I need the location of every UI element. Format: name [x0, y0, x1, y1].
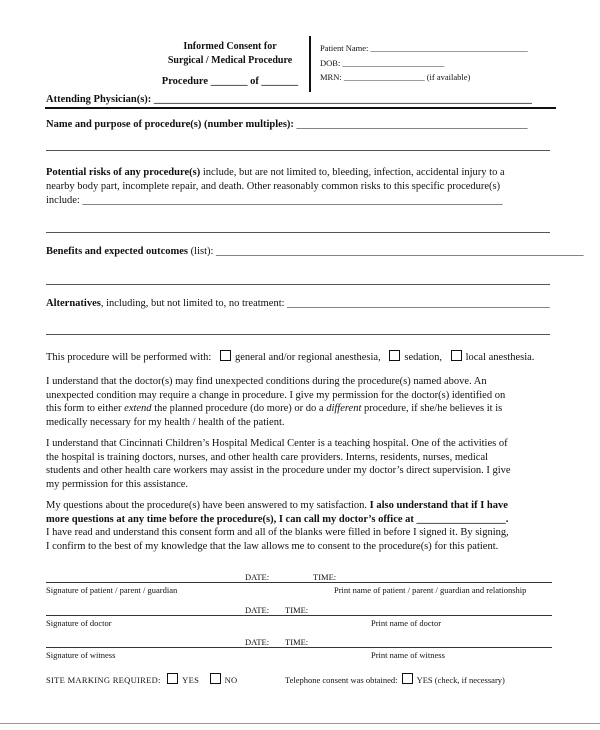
benefits-field[interactable] — [46, 246, 584, 257]
site-marking-no-checkbox[interactable] — [210, 673, 221, 684]
benefits-line-extra[interactable] — [46, 284, 550, 285]
sedation-checkbox[interactable] — [389, 350, 400, 361]
site-marking-yes-label: YES — [182, 675, 200, 685]
risks-text: include, but are not limited to, bleeding, infection, accidental injury to a — [200, 167, 505, 178]
alternatives-field[interactable] — [46, 298, 550, 309]
name-purpose-line-2[interactable] — [46, 150, 550, 151]
name-purpose-field[interactable] — [46, 119, 528, 130]
telephone-consent-yes-label: YES (check, if necessary) — [416, 675, 505, 685]
local-anesthesia-label: local anesthesia. — [465, 352, 535, 363]
para1-line: medically necessary for my health / health of the patient. — [46, 416, 285, 428]
anesthesia-lead: This procedure will be performed with: — [46, 352, 212, 363]
risks-line1 — [46, 167, 505, 178]
anesthesia-row — [46, 350, 534, 363]
mrn-field[interactable]: MRN: ___________________ (if available) — [320, 72, 471, 82]
header-divider — [309, 36, 311, 92]
name-purpose-label: Name and purpose of procedure(s) (number multiples): — [46, 119, 294, 130]
site-marking-row — [46, 673, 237, 685]
doctor-office-phone-field[interactable]: more questions at any time before the procedure(s), I can call my doctor’s office at _________________. — [46, 513, 509, 525]
form-title-line2: Surgical / Medical Procedure — [167, 55, 293, 66]
patient-name-field[interactable]: Patient Name: _____________________________________ — [320, 43, 528, 53]
procedure-count[interactable]: Procedure _______ of _______ — [161, 76, 299, 87]
doctor-signature-label: Signature of doctor — [46, 618, 112, 628]
para2-line: I understand that Cincinnati Children’s Hospital Medical Center is a teaching hospital. One of the activities of — [46, 438, 508, 449]
site-marking-yes-checkbox[interactable] — [167, 673, 178, 684]
witness-signature-line[interactable] — [46, 647, 552, 648]
telephone-consent-checkbox[interactable] — [402, 673, 413, 684]
alternatives-line-extra[interactable] — [46, 334, 550, 335]
general-anesthesia-checkbox[interactable] — [220, 350, 231, 361]
risks-line2: nearby body part, incomplete repair, and death. Other reasonably common risks to this specific procedure(s) — [46, 181, 501, 192]
time-label: TIME: — [313, 572, 337, 582]
header-rule — [45, 107, 556, 109]
general-anesthesia-label: general and/or regional anesthesia, — [234, 352, 381, 363]
alternatives-blank[interactable]: , including, but not limited to, no treatment: __________________________________________________ — [100, 298, 550, 309]
alternatives-label: Alternatives — [46, 298, 101, 309]
form-title-line1: Informed Consent for — [183, 41, 277, 52]
site-marking-label: SITE MARKING REQUIRED: — [46, 675, 161, 685]
para1-line: unexpected condition may require a change in procedure. I give my permission for the doctor(s) identified on — [46, 389, 506, 401]
date-label: DATE: — [245, 605, 270, 615]
doctor-print-name-label: Print name of doctor — [371, 618, 442, 628]
witness-signature-label: Signature of witness — [46, 650, 116, 660]
doctor-signature-line[interactable] — [46, 615, 552, 616]
teaching-hospital-paragraph — [46, 437, 551, 491]
risks-include-field[interactable]: include: ________________________________________________________________________________ — [46, 195, 503, 206]
para2-line: my permission for this assistance. — [46, 478, 189, 490]
risks-line-extra[interactable] — [46, 232, 550, 233]
para3-line: I have read and understand this consent form and all of the blanks were filled in before I signed it. By signing, — [46, 527, 509, 538]
para3-line: I confirm to the best of my knowledge that the law allows me to consent to the procedure(s) for this patient. — [46, 540, 499, 552]
patient-signature-line[interactable] — [46, 582, 552, 583]
patient-signature-label: Signature of patient / parent / guardian — [46, 585, 178, 595]
date-label: DATE: — [245, 572, 270, 582]
benefits-blank[interactable]: (list): ______________________________________________________________________ — [188, 246, 584, 257]
witness-print-name-label: Print name of witness — [371, 650, 445, 660]
para1-line: this form to either extend the planned procedure (do more) or do a different procedure, if she/he believes it is — [46, 403, 503, 414]
name-purpose-blank[interactable]: ____________________________________________ — [293, 119, 528, 130]
dob-field[interactable]: DOB: ________________________ — [320, 58, 445, 68]
para2-line: students and other health care workers may assist in the procedure under my doctor’s direct supervision. I give — [46, 465, 511, 476]
risks-label: Potential risks of any procedure(s) — [46, 167, 201, 178]
page-bottom-rule — [0, 723, 600, 724]
unexpected-conditions-paragraph — [46, 375, 551, 429]
telephone-consent-row — [285, 673, 505, 685]
benefits-label: Benefits and expected outcomes — [46, 246, 189, 257]
time-label: TIME: — [285, 605, 309, 615]
para1-line: I understand that the doctor(s) may find unexpected conditions during the procedure(s) named above. An — [46, 376, 487, 387]
para3-line: My questions about the procedure(s) have been answered to my satisfaction. I also understand that if I have — [46, 500, 508, 511]
local-anesthesia-checkbox[interactable] — [451, 350, 462, 361]
time-label: TIME: — [285, 637, 309, 647]
patient-print-name-label: Print name of patient / parent / guardian and relationship — [334, 585, 527, 595]
sedation-label: sedation, — [404, 352, 442, 363]
site-marking-no-label: NO — [224, 675, 238, 685]
telephone-consent-label: Telephone consent was obtained: — [285, 675, 398, 685]
questions-paragraph — [46, 499, 551, 553]
date-label: DATE: — [245, 637, 270, 647]
para2-line: the hospital is training doctors, nurses, and other health care providers. Interns, residents, nurses, medical — [46, 451, 489, 463]
attending-physician-field[interactable]: Attending Physician(s): ________________________________________________________________________ — [46, 94, 532, 105]
